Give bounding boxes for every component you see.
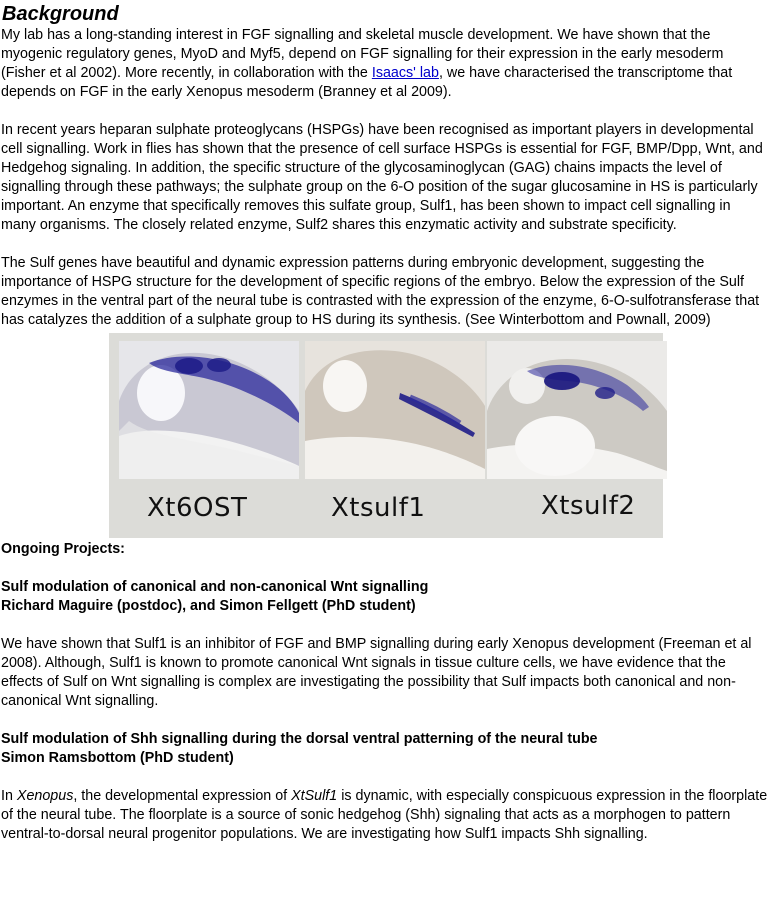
project1-text: We have shown that Sulf1 is an inhibitor of FGF and BMP signalling during early Xenopus development (Freeman et al 2008). Although, Sulf1 is known to promote canonical Wnt signals in tissue culture cells, we have evidence that the effects of Sulf on Wnt signalling is complex are investigating the possibility that Sulf impacts both canonical and non-canonical Wnt signalling. <box>1 636 752 709</box>
background-paragraph-3: The Sulf genes have beautiful and dynamic expression patterns during embryonic development, suggesting the importance of HSPG structure for the development of specific regions of the embryo. Below the expression of the Sulf enzymes in the ventral part of the neural tube is contrasted with the expression of the enzyme, 6-O-sulfotransferase that has catalyzes the addition of a sulphate group to HS during its synthesis. (See Winterbottom and Pownall, 2009) <box>1 255 760 328</box>
figure-label-xtsulf1: Xtsulf1 <box>331 493 426 523</box>
project2-title: Sulf modulation of Shh signalling during the dorsal ventral patterning of the neural tube <box>1 731 598 747</box>
figure-label-xt6ost: Xt6OST <box>147 493 248 523</box>
page-heading: Background <box>2 3 119 25</box>
para1-text-end: , we have characterised the transcriptome that depends on FGF in the early Xenopus mesoderm (Branney et al 2009). <box>1 65 733 100</box>
para1-text-start: My lab has a long-standing interest in FGF signalling and skeletal muscle development. We have shown that the myogenic regulatory genes, MyoD and Myf5, depend on FGF signalling for their expression in the early mesoderm (Fisher et al 2002). More recently, in collaboration with the <box>1 27 724 81</box>
background-paragraph-2: In recent years heparan sulphate proteoglycans (HSPGs) have been recognised as important players in developmental cell signalling. Work in flies has shown that the presence of cell surface HSPGs is essential for FGF, BMP/Dpp, Wnt, and Hedgehog signaling. In addition, the specific structure of the glycosaminoglycan (GAG) chains impacts the level of signalling through these pathways; the sulphate group on the 6-O position of the sugar glucosamine in HS is particularly important. An enzyme that specifically removes this sulfate group, Sulf1, has been shown to impact cell signalling in many organisms. The closely related enzyme, Sulf2 shares this enzymatic activity and substrate specificity. <box>1 122 763 233</box>
project2-text-end: is dynamic, with especially conspicuous expression in the floorplate of the neural tube. The floorplate is a source of sonic hedgehog (Shh) signaling that acts as a morphogen to pattern ventral-to-dorsal neural progenitor populations. We are investigating how Sulf1 impacts Shh signalling. <box>1 788 768 842</box>
embryo-image-xt6ost <box>119 341 299 479</box>
expression-figure <box>109 333 663 538</box>
ongoing-projects-title: Ongoing Projects: <box>1 541 125 557</box>
project2-people: Simon Ramsbottom (PhD student) <box>1 750 234 766</box>
embryo-image-xtsulf2 <box>487 341 667 479</box>
embryo-image-xtsulf1 <box>305 341 485 479</box>
project2-xenopus: Xenopus <box>16 788 74 804</box>
project2-text-start: In <box>1 788 17 804</box>
isaacs-lab-link[interactable]: Isaacs' lab <box>371 65 439 81</box>
project1-title: Sulf modulation of canonical and non-canonical Wnt signalling <box>1 579 429 595</box>
project2-xtsulf1: XtSulf1 <box>291 788 338 804</box>
background-paragraph-1 <box>1 26 768 102</box>
project2-text <box>1 787 768 844</box>
project2-text-mid: , the developmental expression of <box>73 788 292 804</box>
figure-label-xtsulf2: Xtsulf2 <box>541 491 636 521</box>
project1-people: Richard Maguire (postdoc), and Simon Fellgett (PhD student) <box>1 598 416 614</box>
